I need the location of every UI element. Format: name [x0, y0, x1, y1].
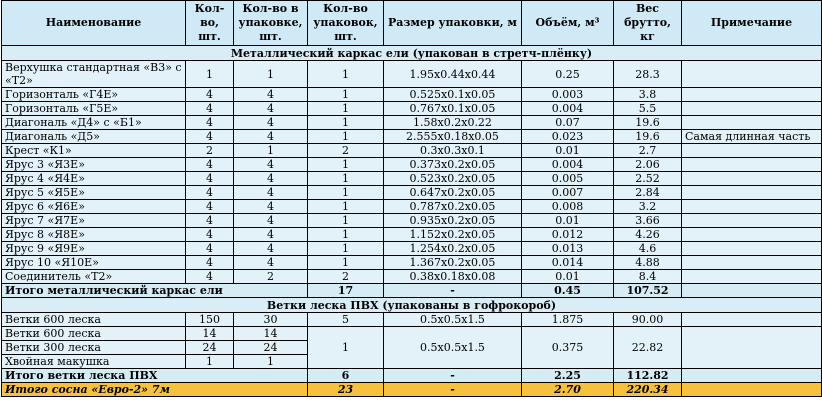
- item-qty: 14: [186, 327, 234, 341]
- item-packs: 1: [308, 256, 384, 270]
- section-title-row: [2, 298, 822, 313]
- group-volume: 0.375: [522, 327, 614, 369]
- item-weight: 19.6: [614, 130, 682, 144]
- item-packs: 2: [308, 270, 384, 284]
- item-per-pack: 24: [234, 341, 308, 355]
- header-row: [2, 1, 822, 46]
- item-volume: 0.012: [522, 228, 614, 242]
- item-name: Диагональ «Д4» с «Б1»: [2, 116, 186, 130]
- item-qty: 2: [186, 144, 234, 158]
- item-name: Ярус 9 «Я9Е»: [2, 242, 186, 256]
- item-qty: 4: [186, 172, 234, 186]
- item-name: Ярус 5 «Я5Е»: [2, 186, 186, 200]
- item-name: Диагональ «Д5»: [2, 130, 186, 144]
- total-weight: 107.52: [614, 284, 682, 298]
- item-packs: 1: [308, 102, 384, 116]
- item-qty: 4: [186, 116, 234, 130]
- table-row: [2, 228, 822, 242]
- item-qty: 1: [186, 355, 234, 369]
- item-note: [682, 313, 822, 327]
- item-per-pack: 14: [234, 327, 308, 341]
- table-row: [2, 102, 822, 116]
- item-weight: 19.6: [614, 116, 682, 130]
- item-size: 1.152x0.2x0.05: [384, 228, 522, 242]
- item-note: [682, 116, 822, 130]
- grand-total-volume: 2.70: [522, 383, 614, 397]
- item-qty: 4: [186, 228, 234, 242]
- item-volume: 0.01: [522, 214, 614, 228]
- item-name: Ветки 600 леска: [2, 327, 186, 341]
- item-per-pack: 1: [234, 61, 308, 88]
- item-per-pack: 4: [234, 214, 308, 228]
- total-note: [682, 369, 822, 383]
- table-row: [2, 116, 822, 130]
- item-weight: 4.88: [614, 256, 682, 270]
- item-size: 0.38x0.18x0.08: [384, 270, 522, 284]
- item-volume: 0.01: [522, 270, 614, 284]
- item-per-pack: 1: [234, 144, 308, 158]
- item-weight: 8.4: [614, 270, 682, 284]
- item-volume: 0.01: [522, 144, 614, 158]
- total-label: Итого металлический каркас ели: [2, 284, 308, 298]
- item-size: 0.525x0.1x0.05: [384, 88, 522, 102]
- item-qty: 4: [186, 270, 234, 284]
- table-body: [2, 46, 822, 397]
- table-row: [2, 130, 822, 144]
- item-qty: 1: [186, 61, 234, 88]
- item-size: 2.555x0.18x0.05: [384, 130, 522, 144]
- item-volume: 0.007: [522, 186, 614, 200]
- item-per-pack: 4: [234, 242, 308, 256]
- group-note: [682, 327, 822, 369]
- header-volume: Объём, м³: [522, 1, 614, 46]
- item-name: Ветки 600 леска: [2, 313, 186, 327]
- item-volume: 0.023: [522, 130, 614, 144]
- item-qty: 4: [186, 214, 234, 228]
- item-packs: 5: [308, 313, 384, 327]
- item-name: Ярус 6 «Я6Е»: [2, 200, 186, 214]
- item-qty: 24: [186, 341, 234, 355]
- total-packs: 17: [308, 284, 384, 298]
- item-name: Ярус 7 «Я7Е»: [2, 214, 186, 228]
- item-per-pack: 4: [234, 200, 308, 214]
- table-row: [2, 158, 822, 172]
- table-row: [2, 186, 822, 200]
- item-size: 0.3x0.3x0.1: [384, 144, 522, 158]
- item-name: Ярус 10 «Я10Е»: [2, 256, 186, 270]
- item-volume: 0.004: [522, 102, 614, 116]
- section-title-row: [2, 46, 822, 61]
- item-size: 0.787x0.2x0.05: [384, 200, 522, 214]
- table-row: [2, 172, 822, 186]
- item-size: 0.767x0.1x0.05: [384, 102, 522, 116]
- item-volume: 0.004: [522, 158, 614, 172]
- item-per-pack: 2: [234, 270, 308, 284]
- item-name: Крест «К1»: [2, 144, 186, 158]
- grand-total-row: [2, 383, 822, 397]
- item-weight: 5.5: [614, 102, 682, 116]
- item-size: 0.647x0.2x0.05: [384, 186, 522, 200]
- item-weight: 3.66: [614, 214, 682, 228]
- grand-total-weight: 220.34: [614, 383, 682, 397]
- item-volume: 0.013: [522, 242, 614, 256]
- item-weight: 4.26: [614, 228, 682, 242]
- table-row: [2, 242, 822, 256]
- item-packs: 1: [308, 172, 384, 186]
- item-volume: 0.014: [522, 256, 614, 270]
- total-volume: 2.25: [522, 369, 614, 383]
- item-size: 0.935x0.2x0.05: [384, 214, 522, 228]
- item-packs: 1: [308, 158, 384, 172]
- item-packs: 1: [308, 200, 384, 214]
- table-row: [2, 313, 822, 327]
- item-note: [682, 214, 822, 228]
- item-name: Ярус 8 «Я8Е»: [2, 228, 186, 242]
- item-note: [682, 102, 822, 116]
- item-note: [682, 158, 822, 172]
- item-weight: 2.84: [614, 186, 682, 200]
- item-name: Ярус 4 «Я4Е»: [2, 172, 186, 186]
- item-weight: 3.8: [614, 88, 682, 102]
- item-per-pack: 4: [234, 88, 308, 102]
- item-name: Соединитель «Т2»: [2, 270, 186, 284]
- header-qty: Кол-во, шт.: [186, 1, 234, 46]
- specification-table: [1, 0, 822, 397]
- item-weight: 3.2: [614, 200, 682, 214]
- item-size: 1.58x0.2x0.22: [384, 116, 522, 130]
- item-note: Самая длинная часть: [682, 130, 822, 144]
- section-title: Ветки леска ПВХ (упакованы в гофрокороб): [2, 298, 822, 313]
- item-weight: 28.3: [614, 61, 682, 88]
- table-row: [2, 270, 822, 284]
- item-volume: 0.008: [522, 200, 614, 214]
- table-row: [2, 214, 822, 228]
- table-row: [2, 144, 822, 158]
- item-name: Хвойная макушка: [2, 355, 186, 369]
- item-per-pack: 4: [234, 158, 308, 172]
- item-per-pack: 4: [234, 186, 308, 200]
- item-volume: 0.003: [522, 88, 614, 102]
- item-note: [682, 228, 822, 242]
- item-note: [682, 88, 822, 102]
- item-packs: 1: [308, 228, 384, 242]
- item-size: 1.254x0.2x0.05: [384, 242, 522, 256]
- item-packs: 1: [308, 88, 384, 102]
- total-row: [2, 369, 822, 383]
- item-size: 0.373x0.2x0.05: [384, 158, 522, 172]
- total-size: -: [384, 284, 522, 298]
- total-volume: 0.45: [522, 284, 614, 298]
- item-volume: 0.25: [522, 61, 614, 88]
- table-row: [2, 61, 822, 88]
- item-note: [682, 186, 822, 200]
- total-label: Итого ветки леска ПВХ: [2, 369, 308, 383]
- table-row: [2, 256, 822, 270]
- item-note: [682, 200, 822, 214]
- item-per-pack: 4: [234, 172, 308, 186]
- item-qty: 4: [186, 256, 234, 270]
- item-packs: 2: [308, 144, 384, 158]
- grand-total-packs: 23: [308, 383, 384, 397]
- item-weight: 2.7: [614, 144, 682, 158]
- item-note: [682, 270, 822, 284]
- table-row: [2, 200, 822, 214]
- item-size: 1.367x0.2x0.05: [384, 256, 522, 270]
- item-volume: 0.07: [522, 116, 614, 130]
- total-note: [682, 284, 822, 298]
- section-title-frame: Металлический каркас ели (упакован в стретч-плёнку): [2, 46, 822, 61]
- item-note: [682, 144, 822, 158]
- item-per-pack: 30: [234, 313, 308, 327]
- item-note: [682, 256, 822, 270]
- item-qty: 4: [186, 88, 234, 102]
- item-name: Горизонталь «Г4Е»: [2, 88, 186, 102]
- item-note: [682, 61, 822, 88]
- item-per-pack: 4: [234, 116, 308, 130]
- item-weight: 2.52: [614, 172, 682, 186]
- item-size: 1.95x0.44x0.44: [384, 61, 522, 88]
- item-packs: 1: [308, 214, 384, 228]
- group-packs: 1: [308, 327, 384, 369]
- header-packs: Кол-во упаковок, шт.: [308, 1, 384, 46]
- header-weight: Вес брутто, кг: [614, 1, 682, 46]
- total-row: [2, 284, 822, 298]
- item-weight: 4.6: [614, 242, 682, 256]
- item-weight: 2.06: [614, 158, 682, 172]
- item-qty: 4: [186, 102, 234, 116]
- item-weight: 90.00: [614, 313, 682, 327]
- item-name: Ярус 3 «Я3Е»: [2, 158, 186, 172]
- group-weight: 22.82: [614, 327, 682, 369]
- table-row: [2, 88, 822, 102]
- item-name: Ветки 300 леска: [2, 341, 186, 355]
- grand-total-note: [682, 383, 822, 397]
- header-note: Примечание: [682, 1, 822, 46]
- item-packs: 1: [308, 116, 384, 130]
- item-packs: 1: [308, 61, 384, 88]
- item-size: 0.523x0.2x0.05: [384, 172, 522, 186]
- item-qty: 4: [186, 242, 234, 256]
- item-note: [682, 172, 822, 186]
- item-qty: 4: [186, 158, 234, 172]
- item-per-pack: 4: [234, 102, 308, 116]
- item-name: Верхушка стандартная «В3» с «Т2»: [2, 61, 186, 88]
- total-size: -: [384, 369, 522, 383]
- item-name: Горизонталь «Г5Е»: [2, 102, 186, 116]
- item-per-pack: 4: [234, 256, 308, 270]
- item-per-pack: 4: [234, 228, 308, 242]
- item-packs: 1: [308, 130, 384, 144]
- total-packs: 6: [308, 369, 384, 383]
- grand-total-label: Итого сосна «Евро-2» 7м: [2, 383, 308, 397]
- total-weight: 112.82: [614, 369, 682, 383]
- item-volume: 0.005: [522, 172, 614, 186]
- header-per-pack: Кол-во в упаковке, шт.: [234, 1, 308, 46]
- grand-total-size: -: [384, 383, 522, 397]
- group-size: 0.5x0.5x1.5: [384, 327, 522, 369]
- item-per-pack: 4: [234, 130, 308, 144]
- item-volume: 1.875: [522, 313, 614, 327]
- item-packs: 1: [308, 186, 384, 200]
- item-qty: 150: [186, 313, 234, 327]
- header-size: Размер упаковки, м: [384, 1, 522, 46]
- item-note: [682, 242, 822, 256]
- header-name: Наименование: [2, 1, 186, 46]
- item-qty: 4: [186, 130, 234, 144]
- table-row: [2, 327, 822, 341]
- item-per-pack: 1: [234, 355, 308, 369]
- item-packs: 1: [308, 242, 384, 256]
- item-qty: 4: [186, 186, 234, 200]
- item-size: 0.5x0.5x1.5: [384, 313, 522, 327]
- item-qty: 4: [186, 200, 234, 214]
